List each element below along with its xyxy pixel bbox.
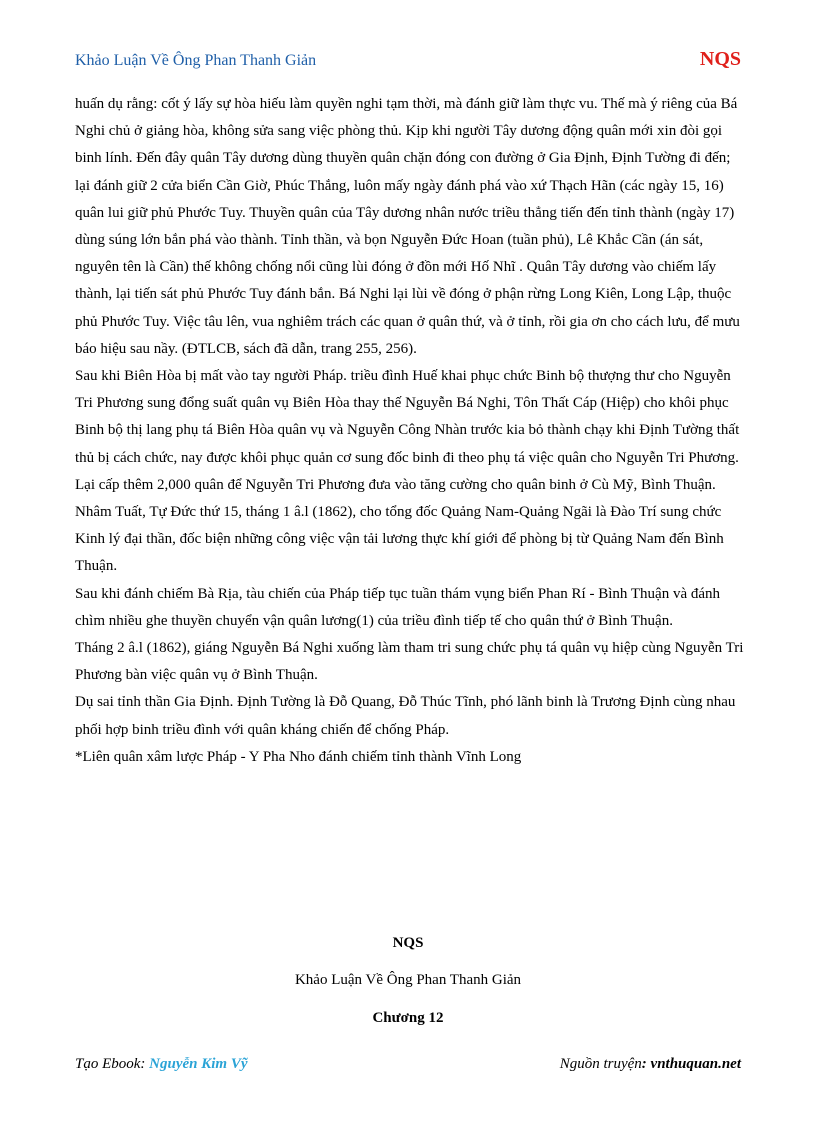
paragraph: *Liên quân xâm lược Pháp - Y Pha Nho đánh chiếm tỉnh thành Vĩnh Long xyxy=(75,748,522,765)
chapter-author: NQS xyxy=(392,935,424,951)
paragraph: Nhâm Tuất, Tự Đức thứ 15, tháng 1 â.l (1862), cho tổng đốc Quảng Nam-Quảng Ngãi là Đào Trí sung chức Kinh lý đại thần, đốc biện những công việc vận tải lương thực khí giới để phòng bị từ Quảng Nam đến Bình Thuận. xyxy=(75,504,724,575)
page-header xyxy=(75,48,741,76)
chapter-book-title: Khảo Luận Về Ông Phan Thanh Giản xyxy=(294,972,522,988)
ebook-separator: : xyxy=(140,1056,150,1072)
paragraph: Sau khi đánh chiếm Bà Rịa, tàu chiến của Pháp tiếp tục tuần thám vụng biển Phan Rí - Bình Thuận và đánh chìm nhiều ghe thuyền chuyển vận quân lương(1) của triều đình tiếp tế cho quân thứ ở Bình Thuận. xyxy=(75,585,721,629)
body-text xyxy=(75,91,745,771)
ebook-credit xyxy=(75,1056,248,1073)
page-footer xyxy=(75,1056,741,1078)
paragraph: Sau khi Biên Hòa bị mất vào tay người Pháp. triều đình Huế khai phục chức Binh bộ thượng thư cho Nguyễn Tri Phương sung đổng suất quân vụ Biên Hòa thay thế Nguyễn Bá Nghi, Tôn Thất Cáp (Hiệp) cho khôi phục Binh bộ thị lang phụ tá Biên Hòa quân vụ và Nguyễn Công Nhàn trước kia bỏ thành chạy khi Định Tường thất thủ bị cách chức, nay được khôi phục quản cơ sung đốc binh đi theo phụ tá việc quân cho Nguyễn Tri Phương. Lại cấp thêm 2,000 quân để Nguyễn Tri Phương đưa vào tăng cường cho quân binh ở Cù Mỹ, Bình Thuận. xyxy=(75,368,740,493)
source-credit xyxy=(560,1056,741,1073)
paragraph: Dụ sai tỉnh thần Gia Định. Định Tường là Đỗ Quang, Đỗ Thúc Tĩnh, phó lãnh binh là Trương Định cùng nhau phối hợp binh triều đình với quân kháng chiến để chống Pháp. xyxy=(75,694,736,738)
paragraph: huấn dụ rằng: cốt ý lấy sự hòa hiếu làm quyền nghi tạm thời, mà đánh giữ làm thực vu. Thế mà ý riêng của Bá Nghi chủ ở giảng hòa, không sửa sang việc phòng thủ. Kịp khi người Tây dương động quân mới xin đòi gọi binh lính. Đến đây quân Tây dương dùng thuyền quân chặn đóng con đường ở Gia Định, Định Tường đi đến; lại đánh giữ 2 cửa biển Cần Giờ, Phúc Thắng, luôn mấy ngày đánh phá vào xứ Thạch Hãn (các ngày 15, 16) quân lui giữ phủ Phước Tuy. Thuyền quân của Tây dương nhân nước triều thẳng tiến đến tỉnh thành (ngày 17) dùng súng lớn bắn phá vào thành. Tỉnh thần, và bọn Nguyễn Đức Hoan (tuần phủ), Lê Khắc Cần (án sát, nguyên tên là Cần) thế không chống nổi cũng lùi đóng ở đồn mới Hố Nhĩ . Quân Tây dương vào chiếm lấy thành, lại tiến sát phủ Phước Tuy đánh bắn. Bá Nghi lại lùi về đóng ở phận rừng Long Kiên, Long Lập, thuộc phủ Phước Tuy. Việc tâu lên, vua nghiêm trách các quan ở quân thứ, và ở tỉnh, rồi gia ơn cho cách lưu, để mưu báo hiệu sau nầy. (ĐTLCB, sách đã dẫn, trang 255, 256). xyxy=(75,96,740,357)
ebook-author: Nguyễn Kim Vỹ xyxy=(149,1056,248,1072)
paragraph: Tháng 2 â.l (1862), giáng Nguyễn Bá Nghi xuống làm tham tri sung chức phụ tá quân vụ hiệp cùng Nguyễn Tri Phương bàn việc quân vụ ở Bình Thuận. xyxy=(75,640,744,684)
source-label: Nguồn truyện xyxy=(559,1056,642,1072)
source-separator: : xyxy=(641,1056,651,1072)
chapter-heading: Chương 12 xyxy=(372,1010,444,1026)
ebook-label: Tạo Ebook xyxy=(75,1056,141,1072)
header-book-title: Khảo Luận Về Ông Phan Thanh Giản xyxy=(75,52,317,69)
source-site: vnthuquan.net xyxy=(650,1056,741,1072)
header-brand: NQS xyxy=(699,48,741,70)
